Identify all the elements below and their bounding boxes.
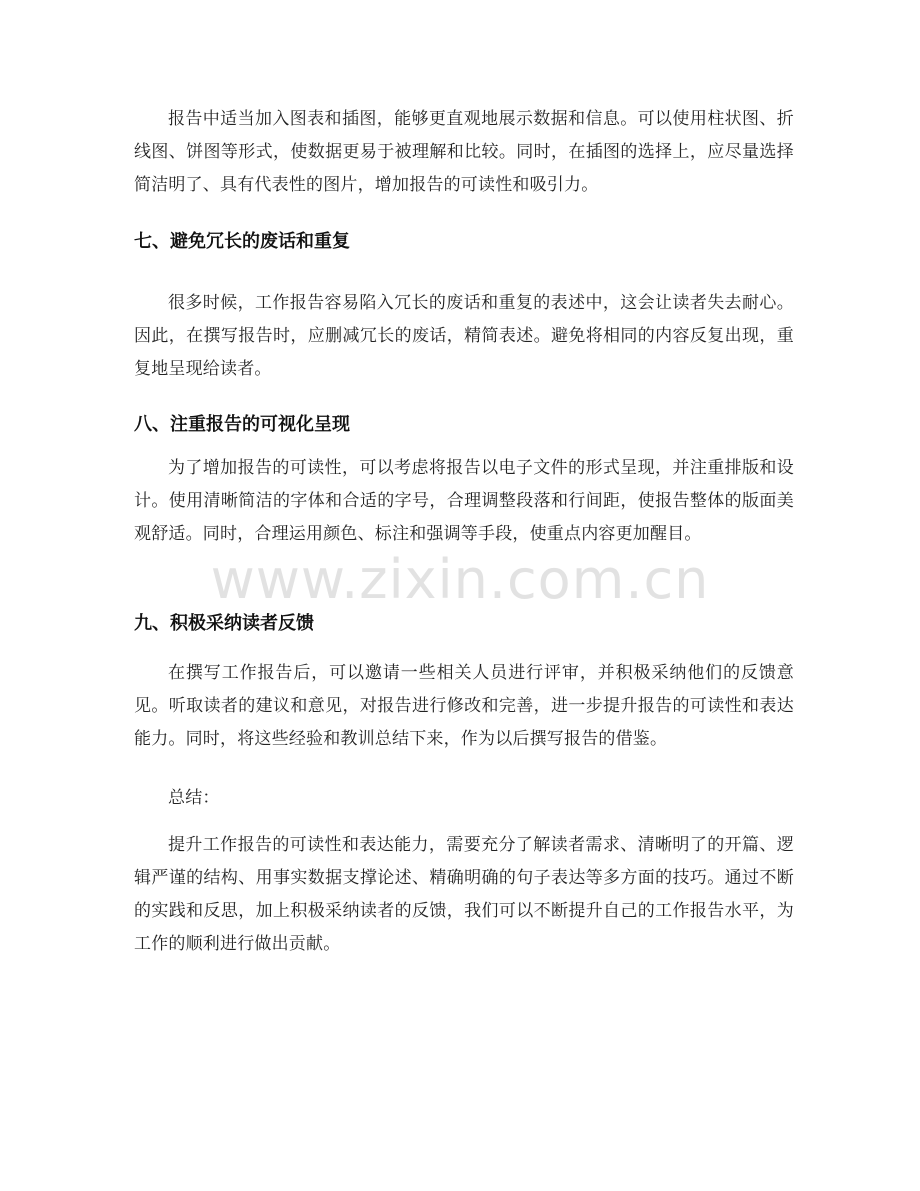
paragraph-reader-feedback: 在撰写工作报告后，可以邀请一些相关人员进行评审，并积极采纳他们的反馈意见。听取读者的建议和意见，对报告进行修改和完善，进一步提升报告的可读性和表达能力。同时，将这些经验和教训总结下来，作为以后撰写报告的借鉴。 (134, 663, 794, 749)
heading-section-7: 七、避免冗长的废话和重复 (134, 231, 350, 252)
paragraph-visual-presentation: 为了增加报告的可读性，可以考虑将报告以电子文件的形式呈现，并注重排版和设计。使用清晰简洁的字体和合适的字号，合理调整段落和行间距，使报告整体的版面美观舒适。同时，合理运用颜色、标注和强调等手段，使重点内容更加醒目。 (134, 458, 794, 544)
paragraph-avoid-redundancy: 很多时候，工作报告容易陷入冗长的废话和重复的表述中，这会让读者失去耐心。因此，在撰写报告时，应删减冗长的废话，精简表述。避免将相同的内容反复出现，重复地呈现给读者。 (134, 293, 794, 379)
watermark: www.zixin.com.cn (210, 548, 710, 611)
paragraph-charts: 报告中适当加入图表和插图，能够更直观地展示数据和信息。可以使用柱状图、折线图、饼图等形式，使数据更易于被理解和比较。同时，在插图的选择上，应尽量选择简洁明了、具有代表性的图片，增加报告的可读性和吸引力。 (134, 109, 794, 195)
heading-section-9: 九、积极采纳读者反馈 (134, 613, 314, 634)
paragraph-summary: 提升工作报告的可读性和表达能力，需要充分了解读者需求、清晰明了的开篇、逻辑严谨的结构、用事实数据支撑论述、精确明确的句子表达等多方面的技巧。通过不断的实践和反思，加上积极采纳读者的反馈，我们可以不断提升自己的工作报告水平，为工作的顺利进行做出贡献。 (134, 835, 794, 954)
heading-section-8: 八、注重报告的可视化呈现 (134, 414, 350, 435)
summary-label: 总结： (168, 788, 220, 808)
